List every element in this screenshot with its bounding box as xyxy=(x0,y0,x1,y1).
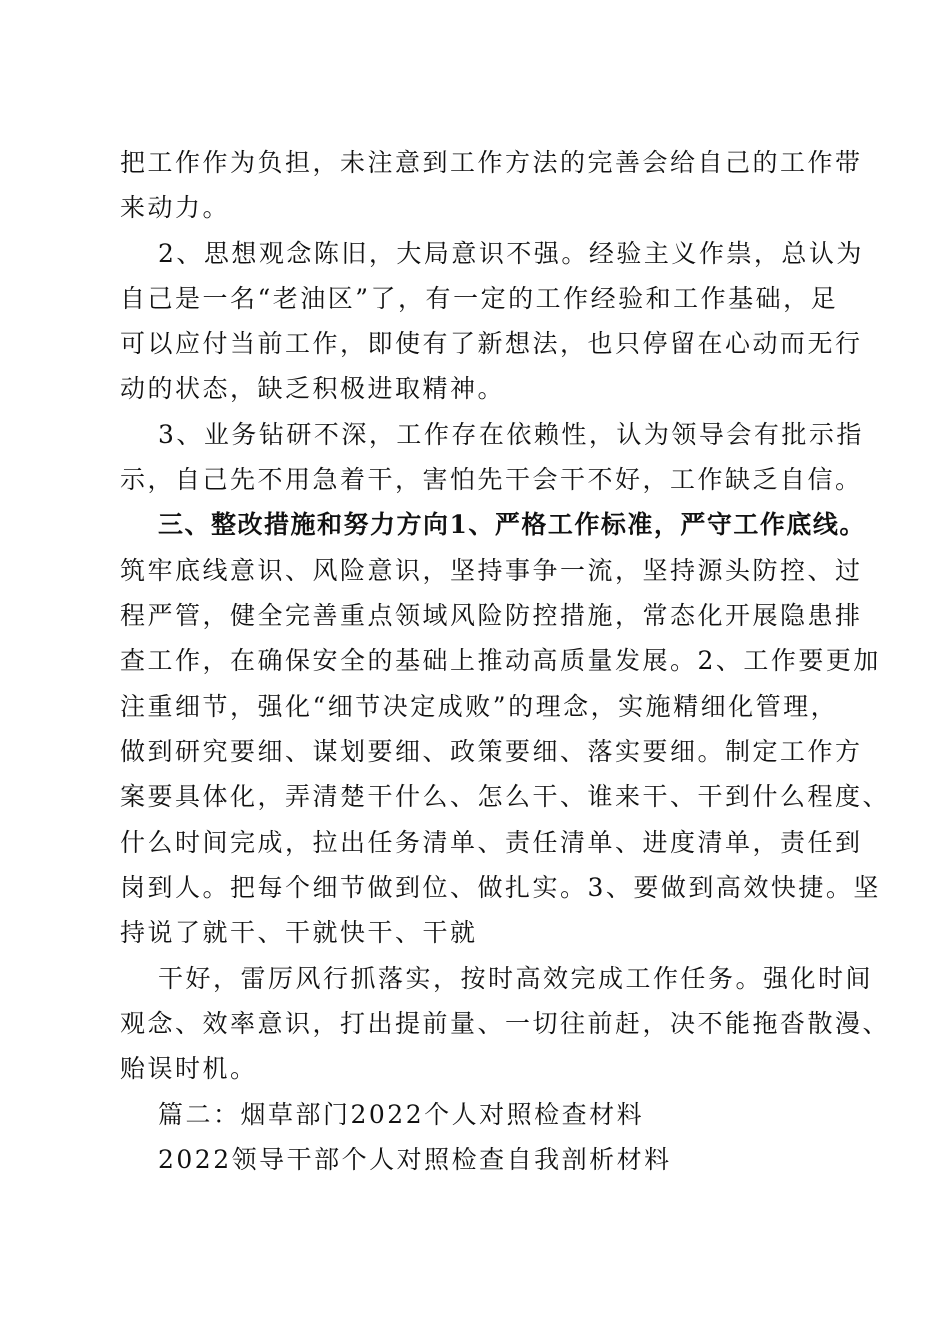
document-title-line: 篇二：烟草部门2022个人对照检查材料 xyxy=(158,1100,645,1129)
text-line: 筑牢底线意识、风险意识，坚持事争一流，坚持源头防控、过 xyxy=(120,556,863,585)
text-line: 3、业务钻研不深，工作存在依赖性，认为领导会有批示指 xyxy=(158,420,864,449)
text-line: 注重细节，强化“细节决定成败”的理念，实施精细化管理， xyxy=(120,692,839,721)
text-line: 案要具体化，弄清楚干什么、怎么干、谁来干、干到什么程度、 xyxy=(120,782,891,811)
text-line: 示，自己先不用急着干，害怕先干会干不好，工作缺乏自信。 xyxy=(120,465,863,494)
text-line: 干好，雷厉风行抓落实，按时高效完成工作任务。强化时间 xyxy=(158,964,874,993)
text-line: 持说了就干、干就快干、干就 xyxy=(120,918,478,947)
text-line: 把工作作为负担，未注意到工作方法的完善会给自己的工作带 xyxy=(120,148,863,177)
text-line: 岗到人。把每个细节做到位、做扎实。3、要做到高效快捷。坚 xyxy=(120,873,881,902)
text-line: 查工作，在确保安全的基础上推动高质量发展。2、工作要更加 xyxy=(120,646,881,675)
document-subtitle-line: 2022领导干部个人对照检查自我剖析材料 xyxy=(158,1145,672,1174)
text-line: 来动力。 xyxy=(120,193,231,222)
section-heading: 三、整改措施和努力方向1、严格工作标准，严守工作底线。 xyxy=(158,510,866,539)
text-line: 什么时间完成，拉出任务清单、责任清单、进度清单，责任到 xyxy=(120,828,863,857)
text-line: 做到研究要细、谋划要细、政策要细、落实要细。制定工作方 xyxy=(120,737,863,766)
text-line: 可以应付当前工作，即使有了新想法，也只停留在心动而无行 xyxy=(120,329,863,358)
text-line: 动的状态，缺乏积极进取精神。 xyxy=(120,374,506,403)
text-line: 贻误时机。 xyxy=(120,1054,258,1083)
text-line: 2、思想观念陈旧，大局意识不强。经验主义作祟，总认为 xyxy=(158,239,864,268)
text-line: 自己是一名“老油区”了，有一定的工作经验和工作基础，足 xyxy=(120,284,839,313)
text-line: 观念、效率意识，打出提前量、一切往前赶，决不能拖沓散漫、 xyxy=(120,1009,891,1038)
text-line: 程严管，健全完善重点领域风险防控措施，常态化开展隐患排 xyxy=(120,601,863,630)
